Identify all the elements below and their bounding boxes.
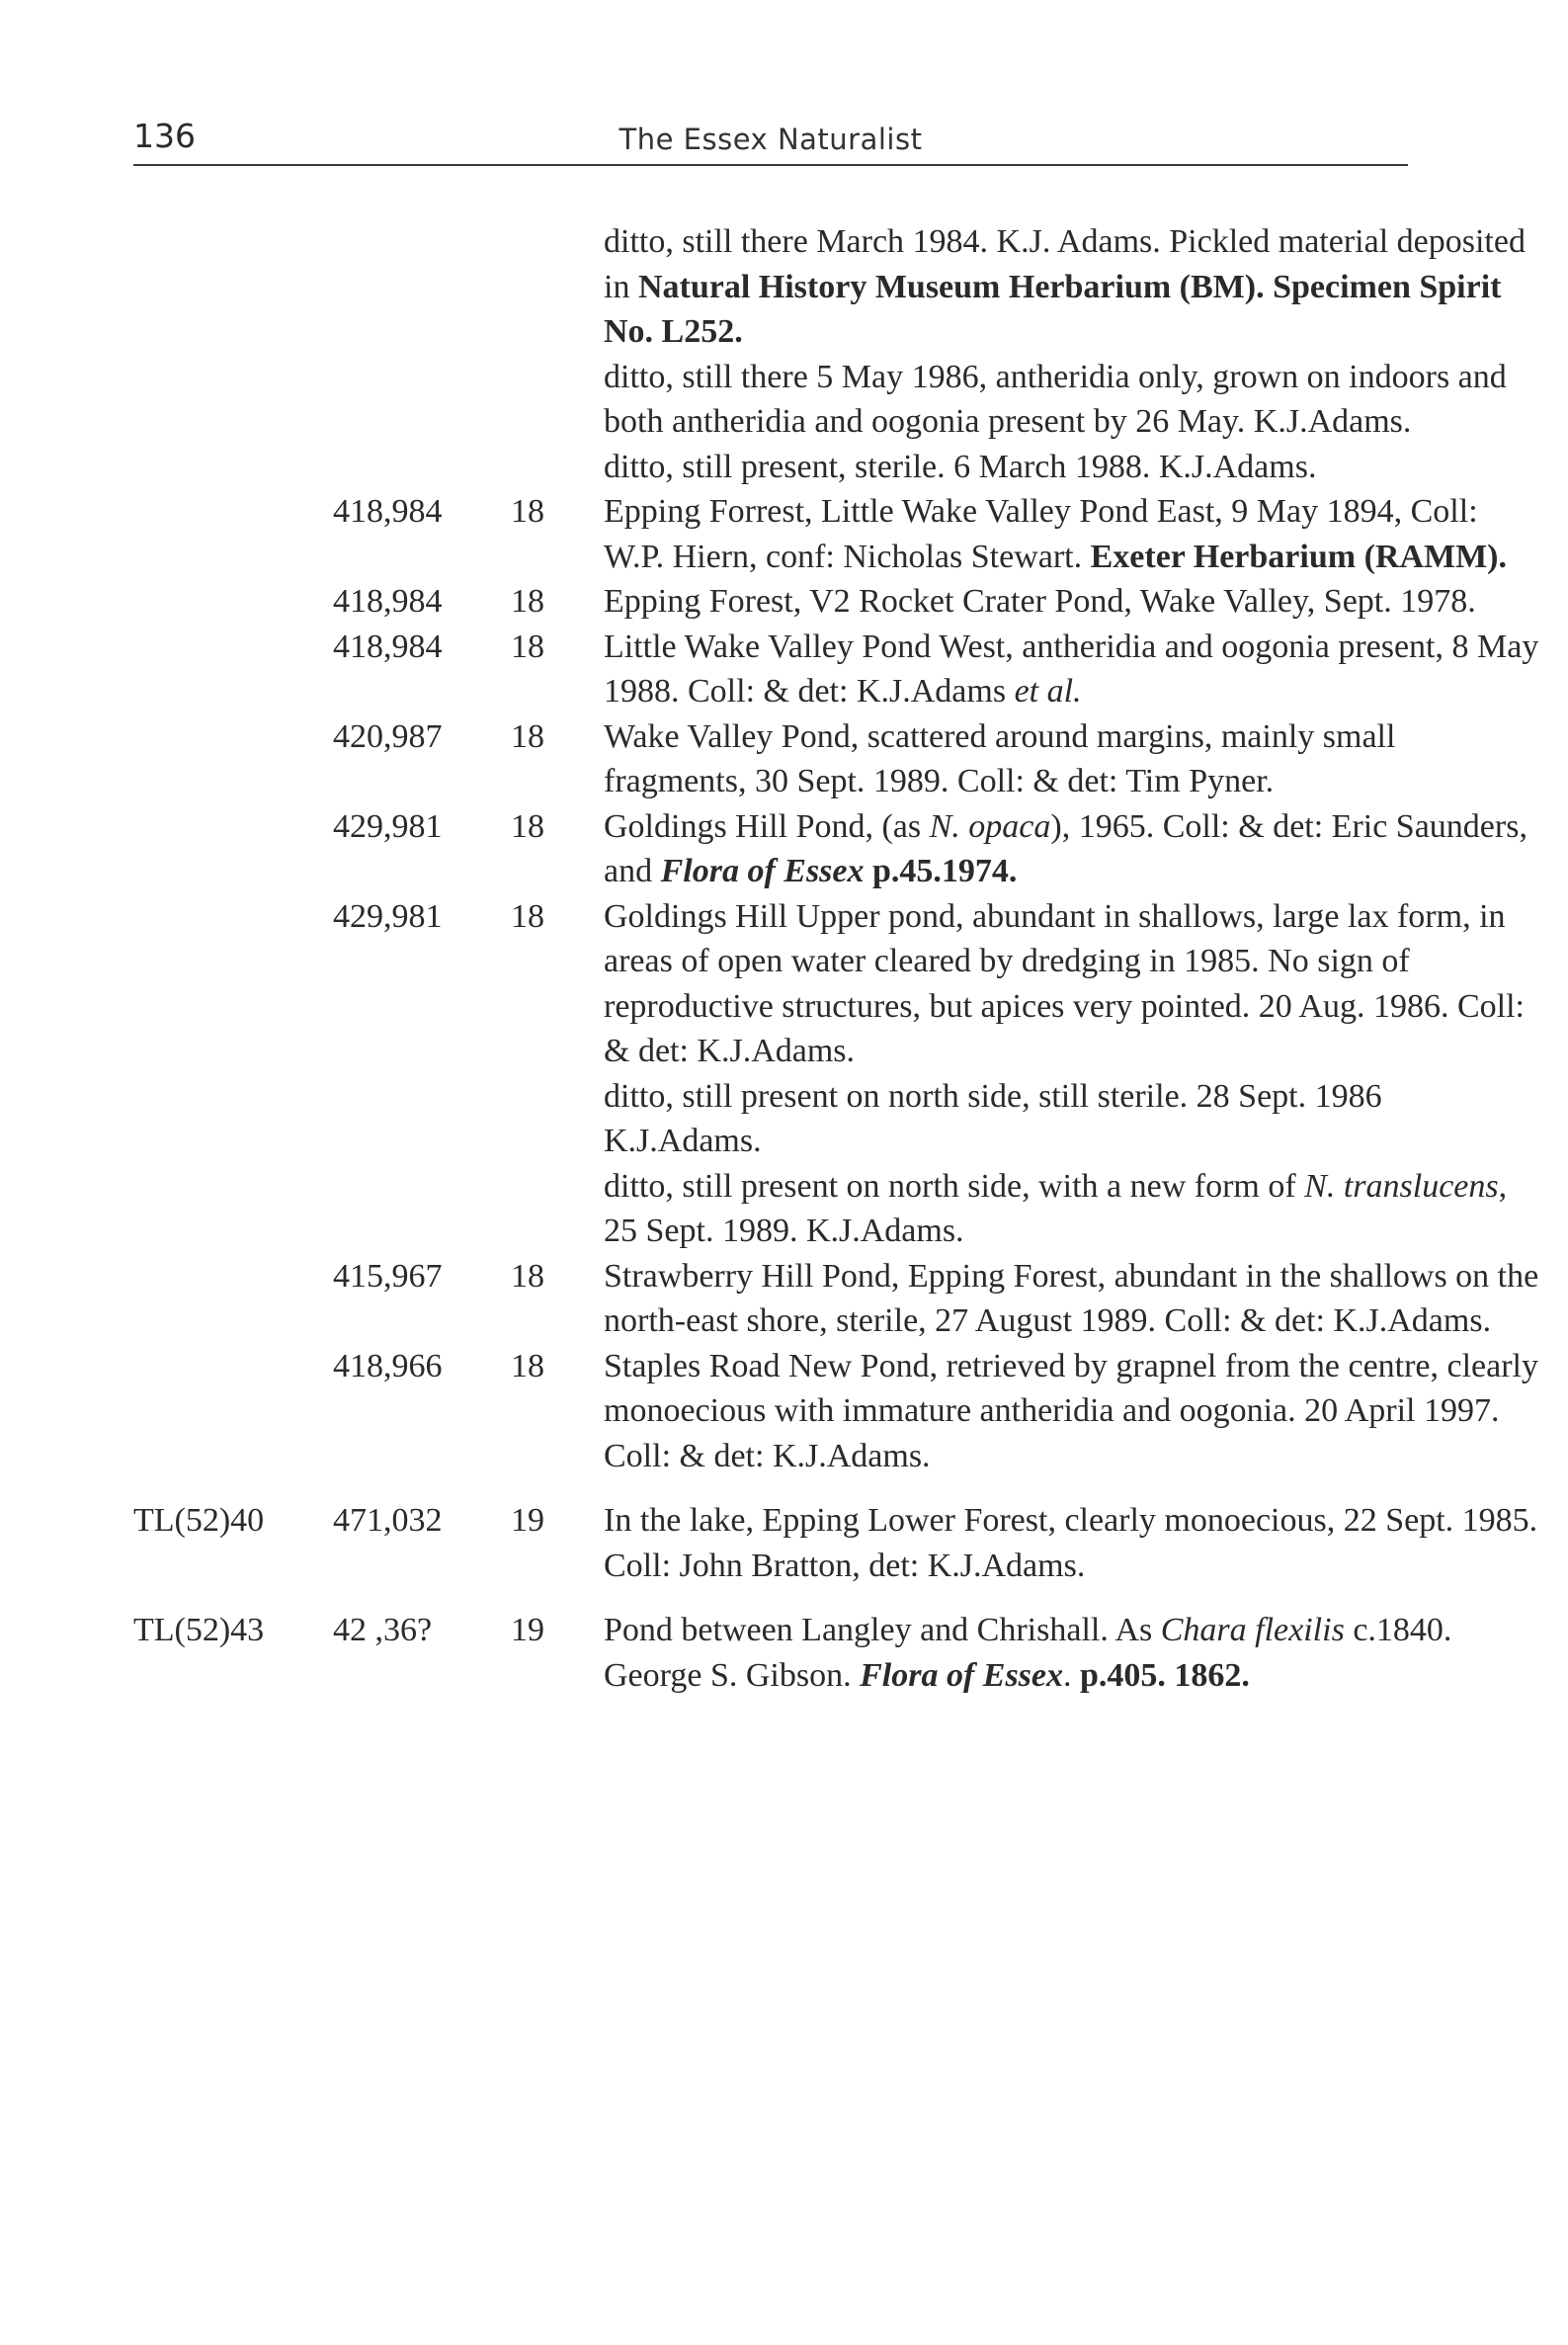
record-description	[604, 1254, 1542, 1344]
record-vice-county: 19	[511, 1612, 544, 1648]
text-run: N. opaca	[929, 807, 1051, 845]
text-run: Flora of Essex	[860, 1656, 1064, 1694]
text-run: N. translucens	[1304, 1167, 1499, 1205]
text-run: ditto, still present on north side, with a new form of	[604, 1167, 1305, 1205]
text-run: et al.	[1014, 673, 1082, 710]
text-run: ), 1965. Coll: & det: Eric Saunders, and	[604, 807, 1527, 889]
page-number: 136	[133, 117, 196, 155]
text-run: Exeter Herbarium (RAMM).	[1090, 538, 1508, 575]
record-paragraph	[604, 1344, 1542, 1479]
record-vice-county: 18	[511, 897, 544, 935]
text-run: , 25 Sept. 1989. K.J.Adams.	[604, 1167, 1508, 1249]
record-vice-county: 18	[511, 1257, 544, 1295]
record-paragraph	[604, 804, 1542, 894]
running-header	[133, 117, 1408, 166]
record-description	[604, 219, 1542, 489]
record-description	[604, 1344, 1542, 1479]
record-grid-reference: 471,032	[333, 1502, 443, 1539]
record-grid-reference: 429,981	[333, 807, 443, 845]
record-paragraph	[604, 219, 1542, 355]
text-run: Staples Road New Pond, retrieved by grapnel from the centre, clearly monoecious with immature antheridia and oogonia. 20 April 1997. Coll: & det: K.J.Adams.	[604, 1347, 1539, 1474]
record-paragraph	[604, 1164, 1542, 1254]
record-paragraph	[604, 1653, 1542, 1699]
text-run: In the lake, Epping Lower Forest, clearly monoecious, 22 Sept. 1985.	[604, 1502, 1538, 1539]
record-paragraph	[604, 1074, 1542, 1164]
text-run: Natural History Museum Herbarium (BM). Specimen Spirit No. L252.	[604, 268, 1502, 350]
record-paragraph	[604, 1608, 1542, 1653]
record-paragraph	[604, 1498, 1542, 1544]
journal-title: The Essex Naturalist	[619, 123, 923, 156]
record-vice-county: 19	[511, 1502, 544, 1539]
record-grid-reference: 429,981	[333, 897, 443, 935]
record-paragraph	[604, 625, 1542, 714]
record-description	[604, 894, 1542, 1254]
text-run: ditto, still there 5 May 1986, antheridia only, grown on indoors and both antheridia and oogonia present by 26 May. K.J.Adams.	[604, 358, 1507, 440]
record-entry	[133, 1498, 1538, 1588]
text-run: Wake Valley Pond, scattered around margins, mainly small fragments, 30 Sept. 1989. Coll: & det: Tim Pyner.	[604, 717, 1396, 799]
text-run: Coll: John Bratton, det: K.J.Adams.	[604, 1547, 1086, 1584]
record-entry	[133, 1254, 1539, 1344]
record-paragraph	[604, 445, 1542, 490]
record-paragraph	[604, 714, 1542, 804]
record-entry	[133, 625, 1539, 714]
record-paragraph	[604, 489, 1542, 579]
record-grid-reference: 420,987	[333, 717, 443, 755]
record-grid-reference: 418,984	[333, 493, 443, 530]
record-entry	[133, 714, 1418, 804]
text-run: c.1840.	[1344, 1612, 1452, 1648]
record-description	[604, 625, 1542, 714]
record-description	[604, 1498, 1542, 1588]
record-vice-county: 18	[511, 717, 544, 755]
record-paragraph	[604, 579, 1542, 625]
text-run: Pond between Langley and Chrishall. As	[604, 1612, 1161, 1648]
text-run: .	[1063, 1656, 1081, 1694]
record-description	[604, 714, 1542, 804]
text-run: George S. Gibson.	[604, 1656, 861, 1694]
record-paragraph	[604, 894, 1542, 1074]
text-run: p.405. 1862.	[1080, 1656, 1250, 1694]
record-paragraph	[604, 1254, 1542, 1344]
record-description	[604, 1608, 1542, 1698]
record-vice-county: 18	[511, 628, 544, 665]
text-run: ditto, still present on north side, still sterile. 28 Sept. 1986 K.J.Adams.	[604, 1077, 1382, 1159]
text-run: Goldings Hill Upper pond, abundant in shallows, large lax form, in areas of open water cleared by dredging in 1985. No sign of reproductive structures, but apices very pointed. 20 Aug. 1986. Coll: & det: K.J.Adams.	[604, 897, 1525, 1069]
record-vice-county: 18	[511, 583, 544, 620]
record-paragraph	[604, 355, 1542, 445]
text-run: ditto, still there March 1984. K.J. Adams. Pickled material deposited in	[604, 223, 1526, 305]
text-run: Epping Forrest, Little Wake Valley Pond East, 9 May 1894, Coll: W.P. Hiern, conf: Nicholas Stewart.	[604, 493, 1478, 575]
record-description	[604, 804, 1542, 894]
record-grid-reference: 415,967	[333, 1257, 443, 1295]
record-grid-reference: 418,984	[333, 628, 443, 665]
record-grid-reference: 418,984	[333, 583, 443, 620]
record-grid-square: TL(52)40	[133, 1502, 265, 1539]
text-run: Strawberry Hill Pond, Epping Forest, abundant in the shallows on the north-east shore, sterile, 27 August 1989. Coll: & det: K.J.Adams.	[604, 1257, 1539, 1339]
record-description	[604, 489, 1542, 579]
record-entry	[133, 219, 1526, 489]
text-run: p.45.1974.	[864, 853, 1018, 889]
text-run: Epping Forest, V2 Rocket Crater Pond, Wake Valley, Sept. 1978.	[604, 583, 1476, 620]
record-vice-county: 18	[511, 1347, 544, 1384]
text-run: Little Wake Valley Pond West, antheridia and oogonia present, 8 May 1988. Coll: & det: K.J.Adams	[604, 628, 1539, 710]
record-grid-reference: 42 ,36?	[333, 1612, 433, 1648]
records-list	[133, 219, 1539, 1698]
text-run: ditto, still present, sterile. 6 March 1988. K.J.Adams.	[604, 448, 1317, 485]
record-grid-reference: 418,966	[333, 1347, 443, 1384]
record-paragraph	[604, 1544, 1542, 1589]
record-vice-county: 18	[511, 493, 544, 530]
record-entry	[133, 1608, 1452, 1698]
record-vice-county: 18	[511, 807, 544, 845]
record-entry	[133, 489, 1508, 579]
text-run: Chara flexilis	[1160, 1612, 1345, 1648]
text-run: Flora of Essex	[660, 853, 865, 889]
record-entry	[133, 579, 1476, 625]
record-entry	[133, 1344, 1539, 1479]
record-grid-square: TL(52)43	[133, 1612, 265, 1648]
record-entry	[133, 804, 1527, 894]
text-run: Goldings Hill Pond, (as	[604, 807, 930, 845]
record-description	[604, 579, 1542, 625]
record-entry	[133, 894, 1525, 1254]
